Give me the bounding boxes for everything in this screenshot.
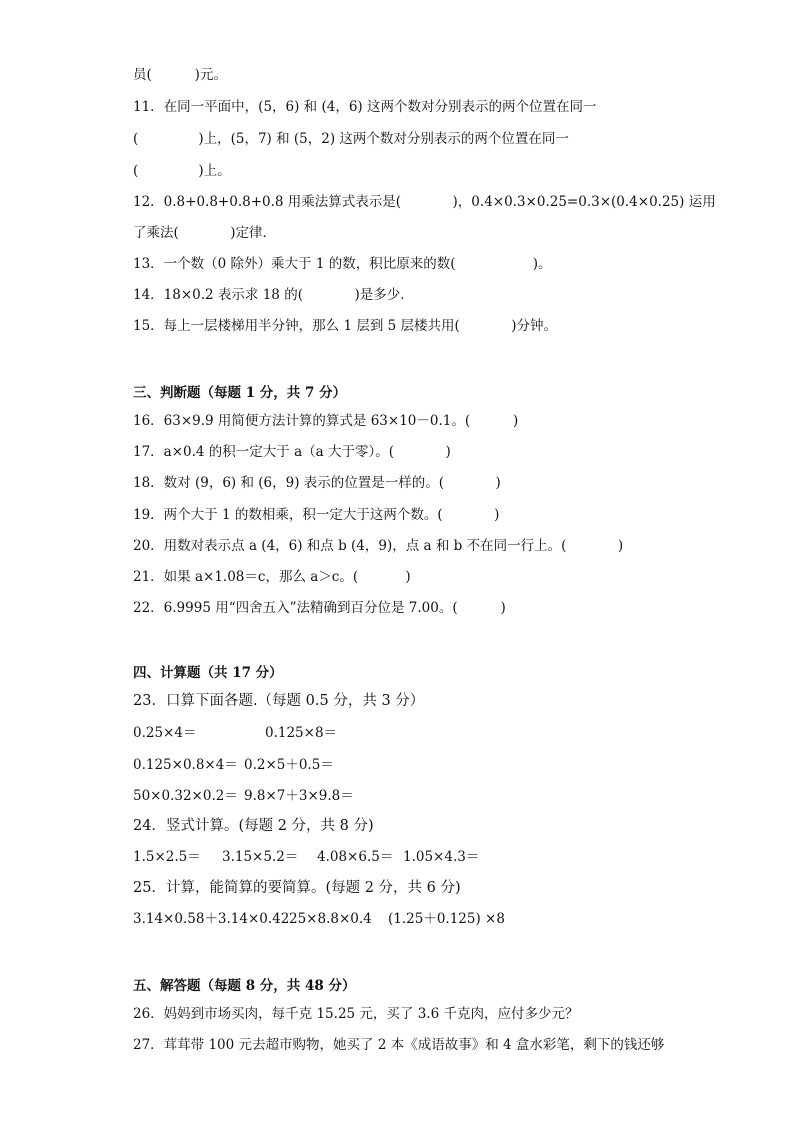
- simplify-calc-item: 25×8.8×0.4: [289, 911, 372, 927]
- q16: 16．63×9.9 用简便方法计算的算式是 63×10－0.1。( ): [133, 413, 519, 429]
- q24: 24．竖式计算。(每题 2 分，共 8 分): [133, 818, 374, 834]
- q10-continuation: 员( )元。: [133, 67, 227, 83]
- q12-line2: 了乘法( )定律．: [133, 225, 277, 241]
- q27: 27．茸茸带 100 元去超市购物，她买了 2 本《成语故事》和 4 盒水彩笔，剩下的钱还够: [133, 1037, 665, 1053]
- oral-calc-item: 0.25×4＝: [133, 725, 197, 741]
- oral-calc-item: 0.125×8＝: [265, 725, 338, 741]
- q26: 26．妈妈到市场买肉，每千克 15.25 元，买了 3.6 千克肉，应付多少元？: [133, 1006, 579, 1022]
- q25: 25．计算，能简算的要简算。(每题 2 分，共 6 分): [133, 880, 461, 896]
- q21: 21．如果 a×1.08＝c，那么 a＞c。( ): [133, 569, 411, 585]
- simplify-calc-item: 3.14×0.58＋3.14×0.42: [133, 911, 290, 927]
- q17: 17．a×0.4 的积一定大于 a（a 大于零）。( ): [133, 444, 451, 460]
- section-4-heading: 四、计算题（共 17 分）: [133, 665, 283, 681]
- q18: 18．数对 (9，6) 和 (6，9) 表示的位置是一样的。( ): [133, 475, 501, 491]
- vertical-calc-item: 1.5×2.5＝: [133, 849, 201, 865]
- q22: 22．6.9995 用“四舍五入”法精确到百分位是 7.00。( ): [133, 600, 506, 616]
- q13: 13．一个数（0 除外）乘大于 1 的数，积比原来的数( )。: [133, 256, 552, 272]
- oral-calc-item: 0.125×0.8×4＝: [133, 757, 238, 773]
- oral-calc-item: 50×0.32×0.2＝: [133, 788, 238, 804]
- q11-line1: 11．在同一平面中，(5，6) 和 (4，6) 这两个数对分别表示的两个位置在同一: [133, 99, 597, 115]
- vertical-calc-item: 1.05×4.3＝: [403, 849, 480, 865]
- q19: 19．两个大于 1 的数相乘，积一定大于这两个数。( ): [133, 507, 500, 523]
- section-3-heading: 三、判断题（每题 1 分，共 7 分）: [133, 385, 347, 401]
- q15: 15．每上一层楼梯用半分钟，那么 1 层到 5 层楼共用( )分钟。: [133, 318, 558, 334]
- q20: 20．用数对表示点 a (4，6) 和点 b (4，9)，点 a 和 b 不在同一行上。( ): [133, 538, 624, 554]
- q11-line2: ( )上，(5，7) 和 (5，2) 这两个数对分别表示的两个位置在同一: [133, 131, 569, 147]
- vertical-calc-item: 4.08×6.5＝: [317, 849, 394, 865]
- section-5-heading: 五、解答题（每题 8 分，共 48 分）: [133, 978, 356, 994]
- q12-line1: 12．0.8+0.8+0.8+0.8 用乘法算式表示是( )，0.4×0.3×0.25=0.3×(0.4×0.25) 运用: [133, 194, 716, 210]
- oral-calc-item: 0.2×5＋0.5＝: [244, 757, 334, 773]
- q23: 23．口算下面各题.（每题 0.5 分，共 3 分）: [133, 693, 425, 709]
- vertical-calc-item: 3.15×5.2＝: [222, 849, 299, 865]
- oral-calc-item: 9.8×7＋3×9.8＝: [244, 788, 354, 804]
- simplify-calc-item: (1.25＋0.125) ×8: [388, 911, 505, 927]
- q11-line3: ( )上。: [133, 163, 231, 179]
- q14: 14．18×0.2 表示求 18 的( )是多少．: [133, 287, 414, 303]
